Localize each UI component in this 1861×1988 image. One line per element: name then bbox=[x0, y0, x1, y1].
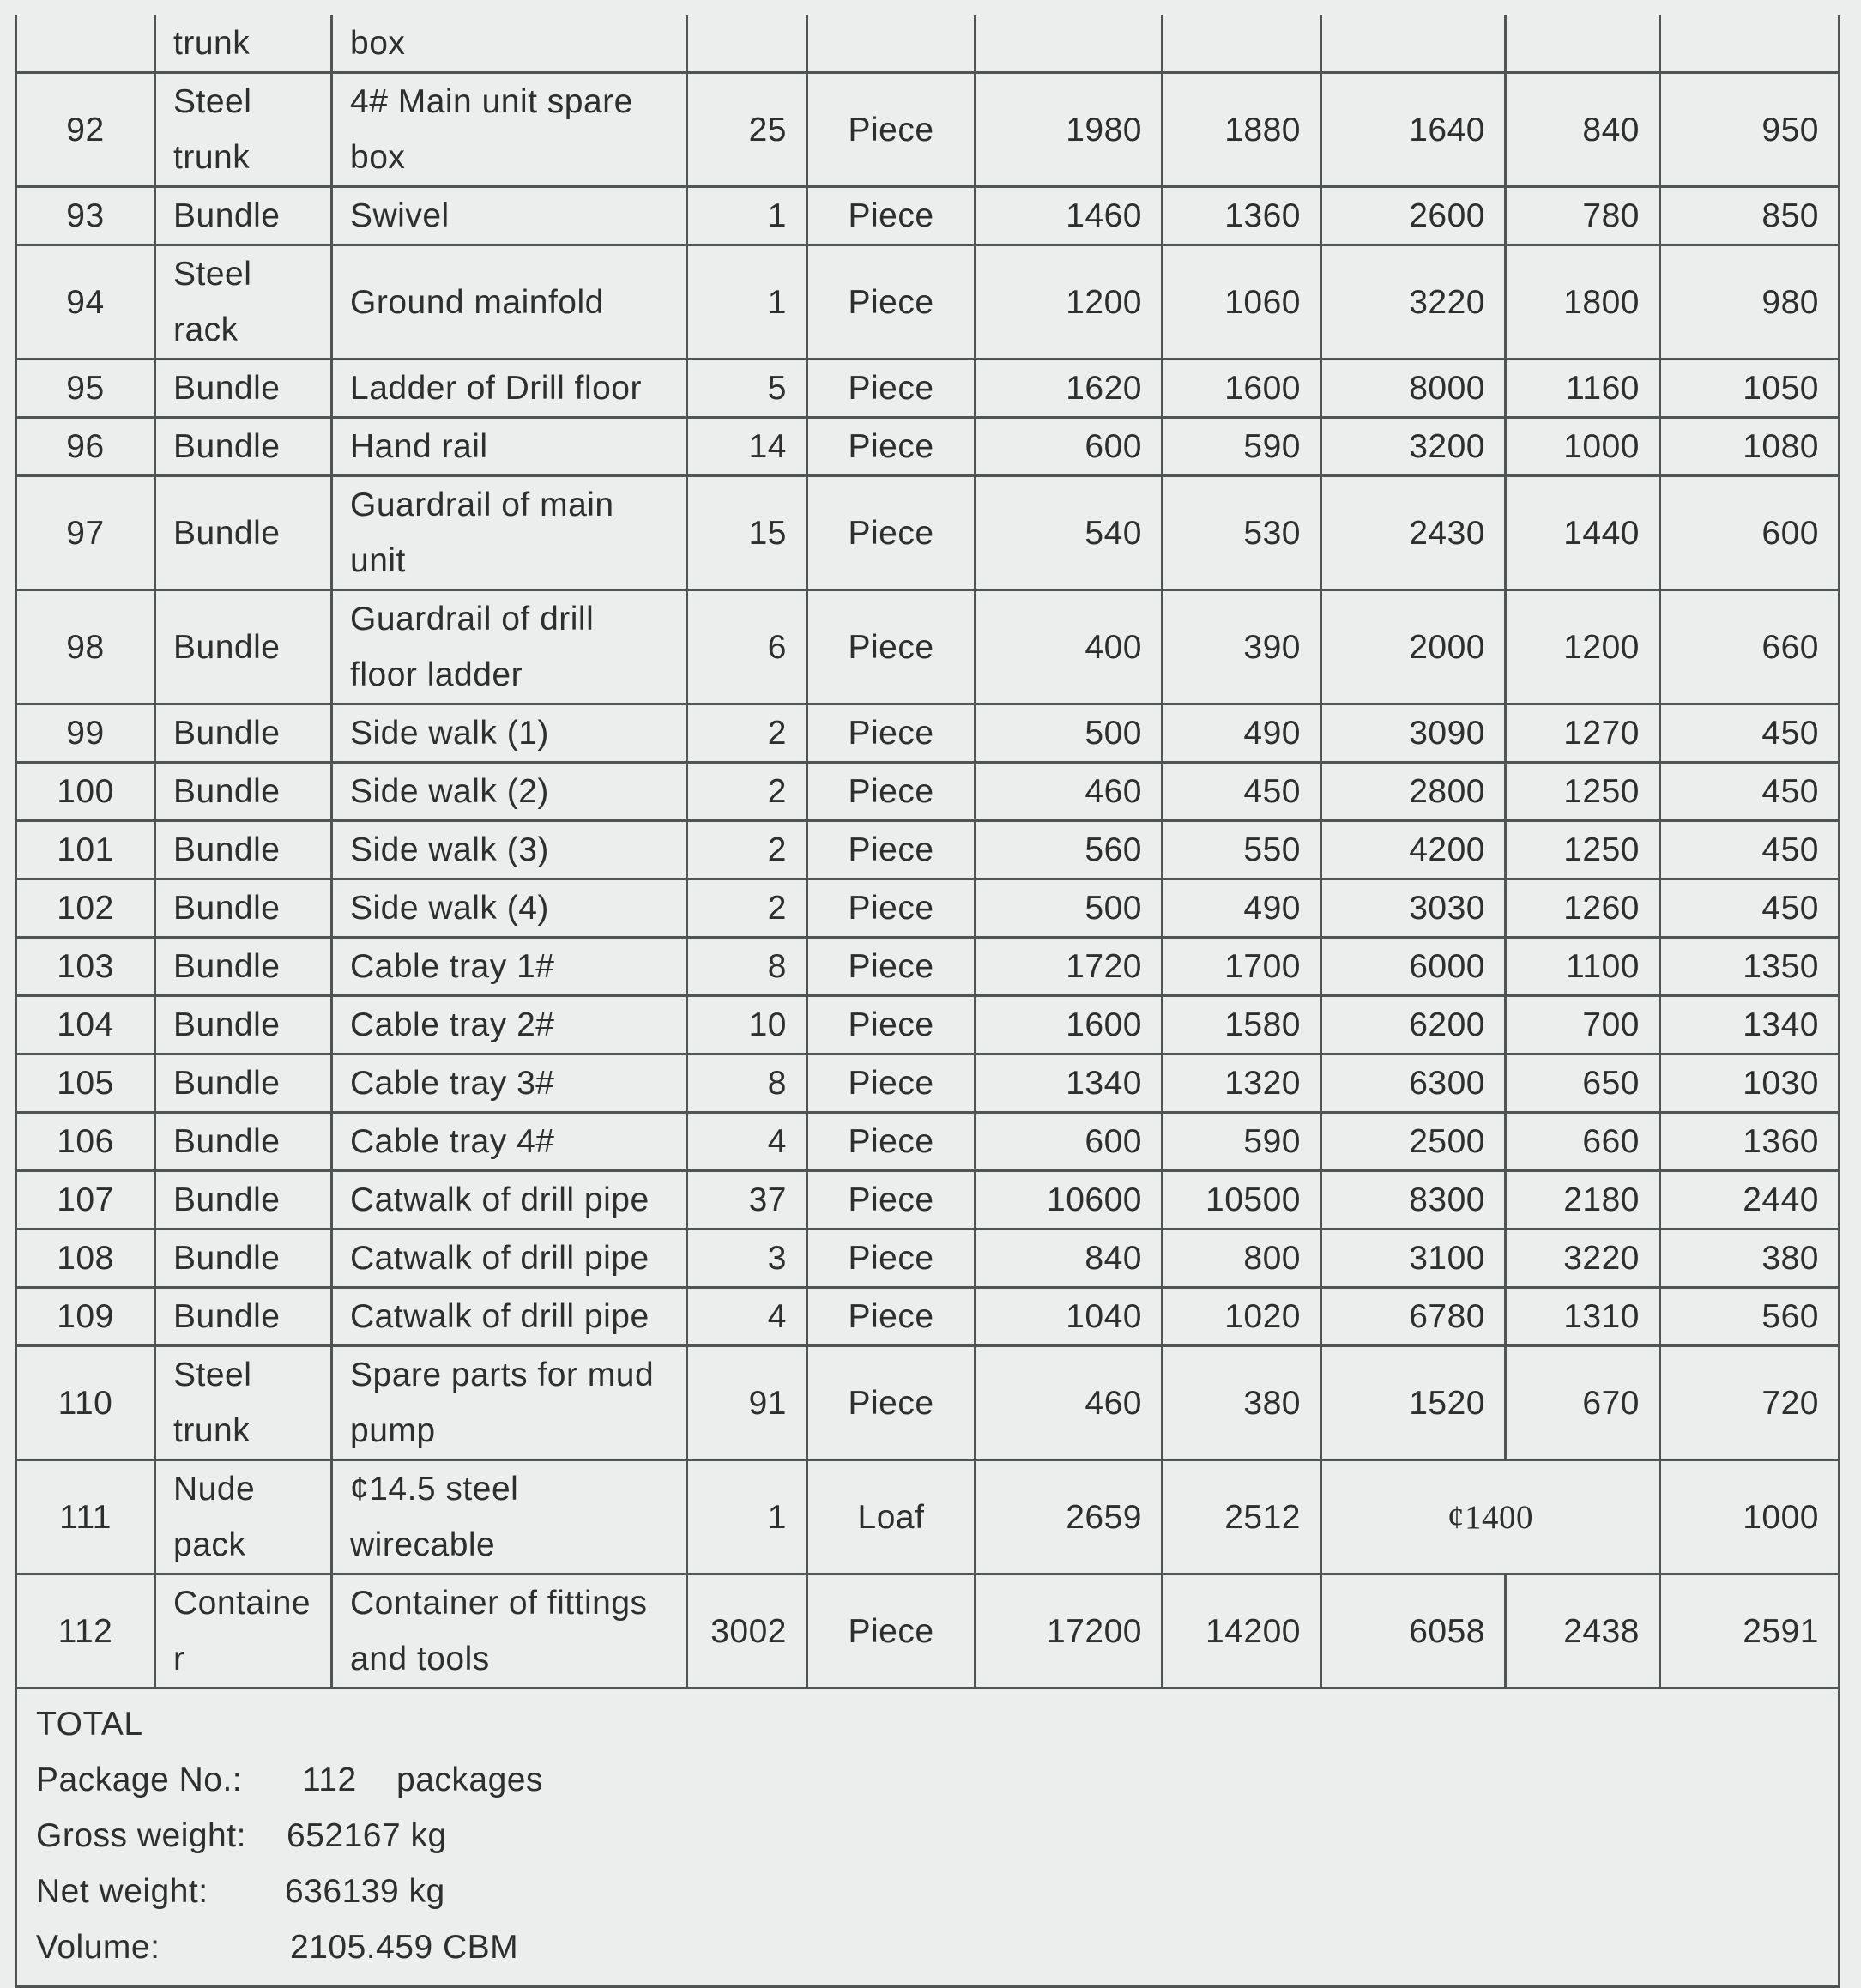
cell-quantity: 5 bbox=[687, 360, 807, 418]
cell-description: Hand rail bbox=[332, 418, 687, 476]
cell-package-type: Nude pack bbox=[155, 1460, 332, 1574]
cell-package-type: Bundle bbox=[155, 879, 332, 938]
cell-unit: Piece bbox=[807, 1113, 976, 1171]
cell-gross-weight: 500 bbox=[976, 704, 1163, 763]
cell-gross-weight: 1200 bbox=[976, 245, 1163, 360]
cell-net-weight: 14200 bbox=[1163, 1574, 1321, 1689]
cell-quantity: 2 bbox=[687, 763, 807, 821]
table-row bbox=[16, 1346, 1840, 1460]
cell-quantity: 2 bbox=[687, 704, 807, 763]
cell-description: Catwalk of drill pipe bbox=[332, 1230, 687, 1288]
cell-unit: Piece bbox=[807, 1574, 976, 1689]
cell-length: 8300 bbox=[1321, 1171, 1506, 1230]
table-body bbox=[16, 15, 1840, 1987]
cell-height: 850 bbox=[1660, 187, 1840, 245]
cell-gross-weight: 10600 bbox=[976, 1171, 1163, 1230]
cell-width: 840 bbox=[1506, 73, 1660, 187]
volume-line bbox=[36, 1919, 1819, 1975]
cell-description: 4# Main unit spare box bbox=[332, 73, 687, 187]
cell-unit: Piece bbox=[807, 476, 976, 590]
cell-width: 1250 bbox=[1506, 763, 1660, 821]
cell-unit: Piece bbox=[807, 1171, 976, 1230]
cell-no: 100 bbox=[16, 763, 155, 821]
cell-net-weight: 530 bbox=[1163, 476, 1321, 590]
cell-width: 1310 bbox=[1506, 1288, 1660, 1346]
cell-gross-weight: 840 bbox=[976, 1230, 1163, 1288]
cell-no: 97 bbox=[16, 476, 155, 590]
cell-length bbox=[1321, 15, 1506, 73]
table-row bbox=[16, 418, 1840, 476]
cell-height: 450 bbox=[1660, 763, 1840, 821]
cell-net-weight: 380 bbox=[1163, 1346, 1321, 1460]
cell-package-type: Bundle bbox=[155, 704, 332, 763]
cell-length: 3030 bbox=[1321, 879, 1506, 938]
cell-net-weight: 1060 bbox=[1163, 245, 1321, 360]
cell-net-weight: 1580 bbox=[1163, 996, 1321, 1054]
cell-height: 1080 bbox=[1660, 418, 1840, 476]
cell-package-type: trunk bbox=[155, 15, 332, 73]
cell-height bbox=[1660, 15, 1840, 73]
cell-height: 1050 bbox=[1660, 360, 1840, 418]
cell-quantity: 15 bbox=[687, 476, 807, 590]
cell-net-weight: 450 bbox=[1163, 763, 1321, 821]
cell-width: 2438 bbox=[1506, 1574, 1660, 1689]
net-weight-label: Net weight: bbox=[36, 1873, 208, 1910]
cell-description: ¢14.5 steel wirecable bbox=[332, 1460, 687, 1574]
cell-unit: Loaf bbox=[807, 1460, 976, 1574]
cell-gross-weight: 1040 bbox=[976, 1288, 1163, 1346]
cell-net-weight bbox=[1163, 15, 1321, 73]
cell-quantity: 4 bbox=[687, 1113, 807, 1171]
cell-height: 720 bbox=[1660, 1346, 1840, 1460]
cell-height: 1360 bbox=[1660, 1113, 1840, 1171]
cell-height: 1350 bbox=[1660, 938, 1840, 996]
cell-gross-weight: 1460 bbox=[976, 187, 1163, 245]
cell-net-weight: 490 bbox=[1163, 879, 1321, 938]
table-row bbox=[16, 704, 1840, 763]
cell-package-type: Bundle bbox=[155, 360, 332, 418]
cell-package-type: Bundle bbox=[155, 1230, 332, 1288]
cell-package-type: Bundle bbox=[155, 1054, 332, 1113]
cell-package-type: Steel rack bbox=[155, 245, 332, 360]
cell-length: 8000 bbox=[1321, 360, 1506, 418]
cell-gross-weight: 460 bbox=[976, 1346, 1163, 1460]
cell-width: 650 bbox=[1506, 1054, 1660, 1113]
cell-net-weight: 10500 bbox=[1163, 1171, 1321, 1230]
cell-height: 1000 bbox=[1660, 1460, 1840, 1574]
cell-length: 6058 bbox=[1321, 1574, 1506, 1689]
cell-description: Cable tray 3# bbox=[332, 1054, 687, 1113]
cell-package-type: Bundle bbox=[155, 476, 332, 590]
cell-width: 700 bbox=[1506, 996, 1660, 1054]
cell-height: 1030 bbox=[1660, 1054, 1840, 1113]
cell-no: 111 bbox=[16, 1460, 155, 1574]
cell-gross-weight: 560 bbox=[976, 821, 1163, 879]
cell-no: 105 bbox=[16, 1054, 155, 1113]
cell-no: 94 bbox=[16, 245, 155, 360]
cell-description: Side walk (4) bbox=[332, 879, 687, 938]
cell-width: 3220 bbox=[1506, 1230, 1660, 1288]
table-row bbox=[16, 360, 1840, 418]
cell-net-weight: 390 bbox=[1163, 590, 1321, 704]
table-row bbox=[16, 1460, 1840, 1574]
cell-width: 1270 bbox=[1506, 704, 1660, 763]
cell-description: Side walk (1) bbox=[332, 704, 687, 763]
cell-gross-weight: 1620 bbox=[976, 360, 1163, 418]
cell-unit: Piece bbox=[807, 1346, 976, 1460]
cell-package-type: Bundle bbox=[155, 187, 332, 245]
package-value: 112 bbox=[302, 1761, 357, 1798]
cell-quantity: 10 bbox=[687, 996, 807, 1054]
cell-unit: Piece bbox=[807, 590, 976, 704]
cell-quantity: 91 bbox=[687, 1346, 807, 1460]
cell-quantity: 1 bbox=[687, 1460, 807, 1574]
cell-quantity: 1 bbox=[687, 187, 807, 245]
cell-length: 6200 bbox=[1321, 996, 1506, 1054]
cell-description: Swivel bbox=[332, 187, 687, 245]
cell-no: 107 bbox=[16, 1171, 155, 1230]
cell-unit: Piece bbox=[807, 938, 976, 996]
cell-length: 2800 bbox=[1321, 763, 1506, 821]
cell-no: 95 bbox=[16, 360, 155, 418]
table-row bbox=[16, 821, 1840, 879]
cell-length: 4200 bbox=[1321, 821, 1506, 879]
cell-unit: Piece bbox=[807, 187, 976, 245]
cell-length: 1520 bbox=[1321, 1346, 1506, 1460]
cell-package-type: Bundle bbox=[155, 1113, 332, 1171]
cell-no: 112 bbox=[16, 1574, 155, 1689]
cell-height: 600 bbox=[1660, 476, 1840, 590]
table-row bbox=[16, 1054, 1840, 1113]
cell-quantity: 25 bbox=[687, 73, 807, 187]
cell-height: 660 bbox=[1660, 590, 1840, 704]
cell-unit: Piece bbox=[807, 821, 976, 879]
cell-description: Guardrail of drill floor ladder bbox=[332, 590, 687, 704]
cell-no: 103 bbox=[16, 938, 155, 996]
cell-net-weight: 800 bbox=[1163, 1230, 1321, 1288]
cell-net-weight: 1600 bbox=[1163, 360, 1321, 418]
cell-gross-weight: 600 bbox=[976, 1113, 1163, 1171]
cell-width: 1800 bbox=[1506, 245, 1660, 360]
cell-height: 450 bbox=[1660, 821, 1840, 879]
table-row bbox=[16, 187, 1840, 245]
cell-quantity: 2 bbox=[687, 821, 807, 879]
cell-width: 1160 bbox=[1506, 360, 1660, 418]
cell-net-weight: 1700 bbox=[1163, 938, 1321, 996]
cell-gross-weight: 17200 bbox=[976, 1574, 1163, 1689]
cell-unit: Piece bbox=[807, 73, 976, 187]
cell-description: Side walk (2) bbox=[332, 763, 687, 821]
gross-weight-value: 652167 kg bbox=[287, 1817, 447, 1854]
cell-length: 3100 bbox=[1321, 1230, 1506, 1288]
cell-net-weight: 1360 bbox=[1163, 187, 1321, 245]
table-row bbox=[16, 996, 1840, 1054]
table-row bbox=[16, 879, 1840, 938]
cell-quantity: 4 bbox=[687, 1288, 807, 1346]
cell-unit: Piece bbox=[807, 879, 976, 938]
cell-height: 2591 bbox=[1660, 1574, 1840, 1689]
cell-length: 3090 bbox=[1321, 704, 1506, 763]
cell-height: 560 bbox=[1660, 1288, 1840, 1346]
cell-description: Catwalk of drill pipe bbox=[332, 1288, 687, 1346]
cell-length: 6300 bbox=[1321, 1054, 1506, 1113]
cell-length: 1640 bbox=[1321, 73, 1506, 187]
cell-description: Side walk (3) bbox=[332, 821, 687, 879]
cell-height: 2440 bbox=[1660, 1171, 1840, 1230]
cell-length: 2000 bbox=[1321, 590, 1506, 704]
cell-no: 109 bbox=[16, 1288, 155, 1346]
cell-description: Guardrail of main unit bbox=[332, 476, 687, 590]
cell-package-type: Bundle bbox=[155, 763, 332, 821]
cell-height: 950 bbox=[1660, 73, 1840, 187]
cell-unit: Piece bbox=[807, 1288, 976, 1346]
summary-row bbox=[16, 1689, 1840, 1987]
cell-net-weight: 1320 bbox=[1163, 1054, 1321, 1113]
cell-unit: Piece bbox=[807, 996, 976, 1054]
cell-quantity: 3 bbox=[687, 1230, 807, 1288]
cell-no: 110 bbox=[16, 1346, 155, 1460]
cell-unit: Piece bbox=[807, 418, 976, 476]
cell-quantity: 8 bbox=[687, 938, 807, 996]
cell-unit bbox=[807, 15, 976, 73]
cell-package-type: Bundle bbox=[155, 418, 332, 476]
cell-width bbox=[1506, 15, 1660, 73]
table-row bbox=[16, 1113, 1840, 1171]
cell-width: 670 bbox=[1506, 1346, 1660, 1460]
cell-package-type: Steel trunk bbox=[155, 1346, 332, 1460]
table-row bbox=[16, 1171, 1840, 1230]
cell-gross-weight: 1600 bbox=[976, 996, 1163, 1054]
cell-width: 1440 bbox=[1506, 476, 1660, 590]
cell-quantity: 6 bbox=[687, 590, 807, 704]
cell-package-type: Bundle bbox=[155, 590, 332, 704]
table-row bbox=[16, 476, 1840, 590]
cell-gross-weight: 400 bbox=[976, 590, 1163, 704]
table-row bbox=[16, 938, 1840, 996]
cell-gross-weight: 460 bbox=[976, 763, 1163, 821]
cell-length: 3200 bbox=[1321, 418, 1506, 476]
cell-gross-weight: 1720 bbox=[976, 938, 1163, 996]
table-row bbox=[16, 245, 1840, 360]
cell-description: box bbox=[332, 15, 687, 73]
cell-quantity: 14 bbox=[687, 418, 807, 476]
volume-value: 2105.459 CBM bbox=[290, 1929, 519, 1966]
cell-gross-weight: 540 bbox=[976, 476, 1163, 590]
cell-height: 450 bbox=[1660, 879, 1840, 938]
cell-package-type: Bundle bbox=[155, 1171, 332, 1230]
cell-quantity: 3002 bbox=[687, 1574, 807, 1689]
cell-height: 1340 bbox=[1660, 996, 1840, 1054]
packing-list-table bbox=[15, 15, 1840, 1988]
cell-net-weight: 2512 bbox=[1163, 1460, 1321, 1574]
cell-gross-weight: 2659 bbox=[976, 1460, 1163, 1574]
cell-no: 106 bbox=[16, 1113, 155, 1171]
cell-length: 2430 bbox=[1321, 476, 1506, 590]
cell-net-weight: 490 bbox=[1163, 704, 1321, 763]
cell-package-type: Containe r bbox=[155, 1574, 332, 1689]
net-weight-line bbox=[36, 1864, 1819, 1919]
cell-length: 6000 bbox=[1321, 938, 1506, 996]
cell-description: Spare parts for mud pump bbox=[332, 1346, 687, 1460]
cell-unit: Piece bbox=[807, 763, 976, 821]
cell-no: 101 bbox=[16, 821, 155, 879]
cell-gross-weight: 600 bbox=[976, 418, 1163, 476]
cell-gross-weight: 1980 bbox=[976, 73, 1163, 187]
cell-no: 98 bbox=[16, 590, 155, 704]
cell-length: 2500 bbox=[1321, 1113, 1506, 1171]
gross-weight-label: Gross weight: bbox=[36, 1817, 246, 1854]
cell-no: 108 bbox=[16, 1230, 155, 1288]
totals-summary bbox=[16, 1689, 1840, 1987]
cell-description: Container of fittings and tools bbox=[332, 1574, 687, 1689]
cell-no: 99 bbox=[16, 704, 155, 763]
cell-package-type: Bundle bbox=[155, 821, 332, 879]
cell-gross-weight: 500 bbox=[976, 879, 1163, 938]
cell-height: 380 bbox=[1660, 1230, 1840, 1288]
cell-width: 780 bbox=[1506, 187, 1660, 245]
cell-description: Cable tray 4# bbox=[332, 1113, 687, 1171]
cell-width: 1000 bbox=[1506, 418, 1660, 476]
cell-package-type: Bundle bbox=[155, 996, 332, 1054]
cell-net-weight: 550 bbox=[1163, 821, 1321, 879]
package-count-line bbox=[36, 1752, 1819, 1808]
cell-unit: Piece bbox=[807, 360, 976, 418]
table-row bbox=[16, 1288, 1840, 1346]
cell-no bbox=[16, 15, 155, 73]
cell-length: 2600 bbox=[1321, 187, 1506, 245]
table-row bbox=[16, 1230, 1840, 1288]
cell-description: Cable tray 2# bbox=[332, 996, 687, 1054]
cell-net-weight: 1880 bbox=[1163, 73, 1321, 187]
cell-width: 660 bbox=[1506, 1113, 1660, 1171]
table-row bbox=[16, 590, 1840, 704]
cell-no: 93 bbox=[16, 187, 155, 245]
cell-no: 104 bbox=[16, 996, 155, 1054]
cell-no: 92 bbox=[16, 73, 155, 187]
gross-weight-line bbox=[36, 1808, 1819, 1864]
cell-description: Catwalk of drill pipe bbox=[332, 1171, 687, 1230]
cell-unit: Piece bbox=[807, 1054, 976, 1113]
cell-package-type: Bundle bbox=[155, 938, 332, 996]
package-unit: packages bbox=[396, 1761, 543, 1798]
total-title: TOTAL bbox=[36, 1706, 143, 1743]
cell-unit: Piece bbox=[807, 704, 976, 763]
cell-net-weight: 590 bbox=[1163, 1113, 1321, 1171]
cell-no: 96 bbox=[16, 418, 155, 476]
net-weight-value: 636139 kg bbox=[285, 1873, 445, 1910]
cell-no: 102 bbox=[16, 879, 155, 938]
cell-quantity: 1 bbox=[687, 245, 807, 360]
table-row bbox=[16, 763, 1840, 821]
cell-description: Ground mainfold bbox=[332, 245, 687, 360]
cell-package-type: Steel trunk bbox=[155, 73, 332, 187]
cell-width: 1100 bbox=[1506, 938, 1660, 996]
cell-width: 2180 bbox=[1506, 1171, 1660, 1230]
cell-gross-weight bbox=[976, 15, 1163, 73]
cell-width: 1200 bbox=[1506, 590, 1660, 704]
volume-label: Volume: bbox=[36, 1929, 160, 1966]
cell-height: 450 bbox=[1660, 704, 1840, 763]
package-label: Package No.: bbox=[36, 1761, 243, 1798]
cell-package-type: Bundle bbox=[155, 1288, 332, 1346]
cell-width: 1260 bbox=[1506, 879, 1660, 938]
cell-quantity: 37 bbox=[687, 1171, 807, 1230]
cell-unit: Piece bbox=[807, 1230, 976, 1288]
table-row bbox=[16, 1574, 1840, 1689]
cell-diameter: ¢1400 bbox=[1321, 1460, 1660, 1574]
cell-description: Cable tray 1# bbox=[332, 938, 687, 996]
cell-length: 3220 bbox=[1321, 245, 1506, 360]
cell-net-weight: 590 bbox=[1163, 418, 1321, 476]
cell-quantity: 2 bbox=[687, 879, 807, 938]
cell-net-weight: 1020 bbox=[1163, 1288, 1321, 1346]
cell-unit: Piece bbox=[807, 245, 976, 360]
cell-quantity bbox=[687, 15, 807, 73]
cell-width: 1250 bbox=[1506, 821, 1660, 879]
cell-description: Ladder of Drill floor bbox=[332, 360, 687, 418]
cell-length: 6780 bbox=[1321, 1288, 1506, 1346]
table-row bbox=[16, 15, 1840, 73]
cell-quantity: 8 bbox=[687, 1054, 807, 1113]
cell-height: 980 bbox=[1660, 245, 1840, 360]
table-row bbox=[16, 73, 1840, 187]
cell-gross-weight: 1340 bbox=[976, 1054, 1163, 1113]
